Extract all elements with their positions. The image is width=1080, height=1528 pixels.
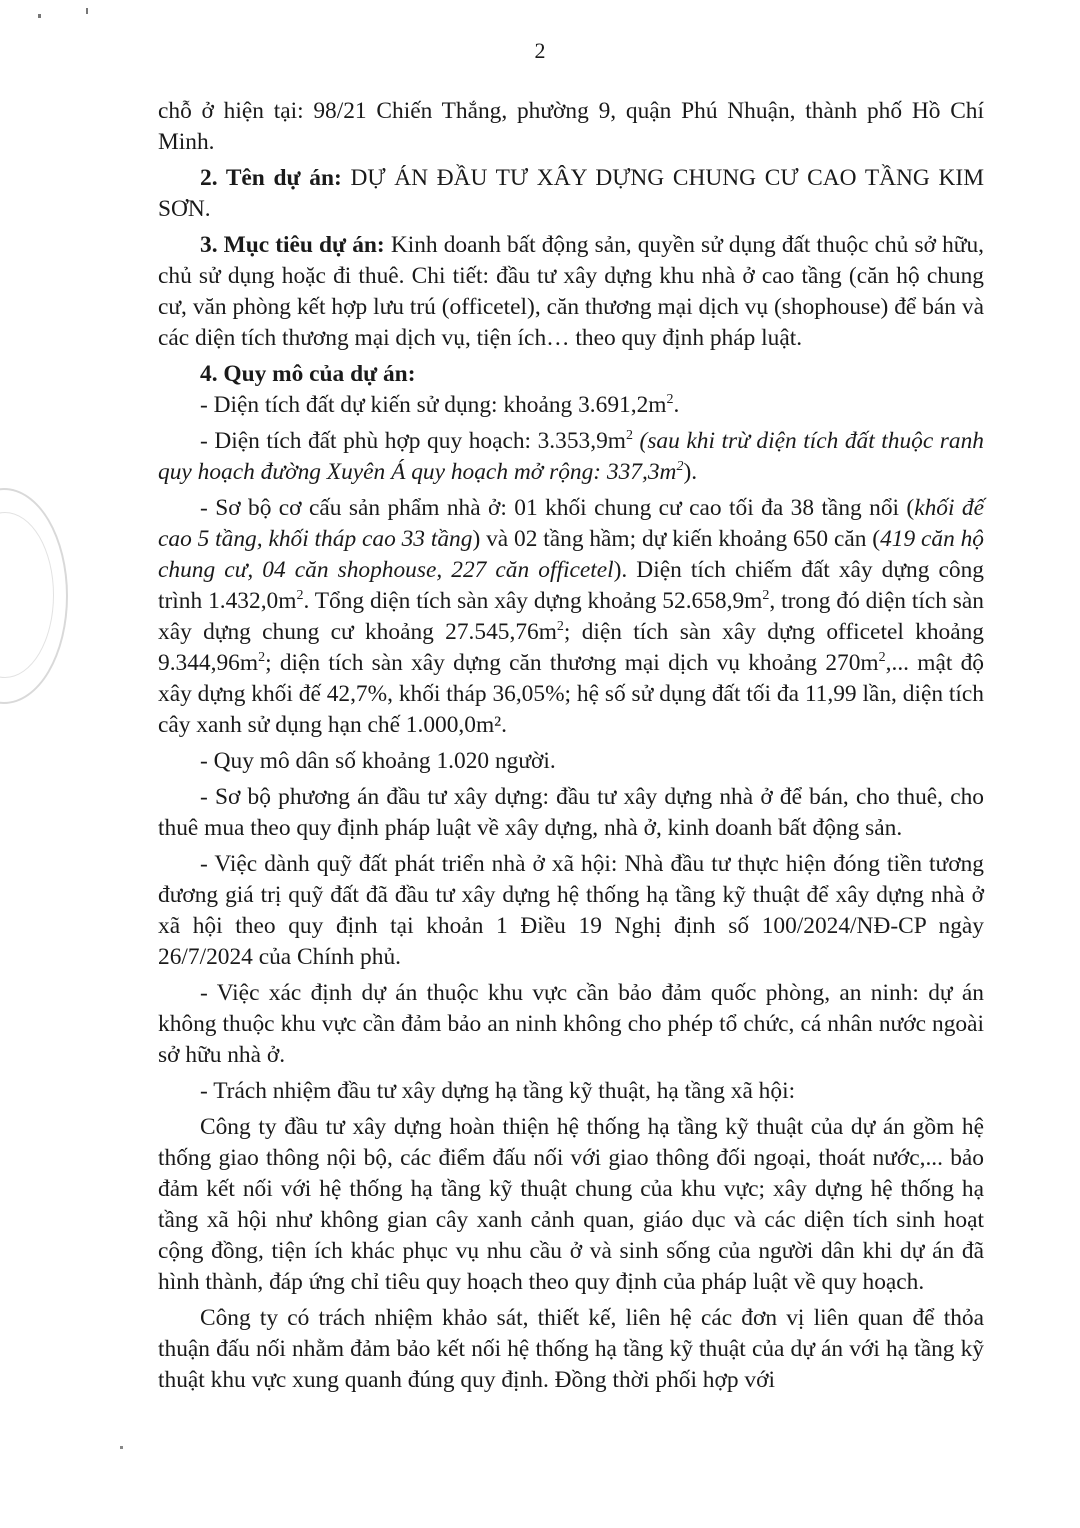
scan-speck (120, 1446, 123, 1449)
paragraph (158, 1112, 984, 1298)
bold-text: 3. Mục tiêu dự án: (200, 232, 385, 258)
text-run: - Việc dành quỹ đất phát triển nhà ở xã hội: Nhà đầu tư thực hiện đóng tiền tương đương giá trị quỹ đất đã đầu tư xây dựng hệ thống hạ tầng kỹ thuật để xây dựng nhà ở xã hội theo quy định tại khoản 1 Điều 19 Nghị định số 100/2024/NĐ-CP ngày 26/7/2024 của Chính phủ. (158, 851, 984, 970)
scan-speck (86, 8, 88, 14)
text-run: ; diện tích sàn xây dựng căn thương mại dịch vụ khoảng 270m (265, 650, 879, 676)
section-2-project-name (158, 163, 984, 225)
text-run: - Diện tích đất dự kiến sử dụng: khoảng 3.691,2m (200, 392, 667, 418)
text-run: ,... mật độ xây dựng khối đế 42,7%, khối tháp 36,05%; hệ số sử dụng đất tối đa 11,99 lần, diện tích cây xanh sử dụng hạn chế 1.000,0m². (158, 650, 984, 738)
italic-text: (sau khi trừ diện tích đất thuộc ranh quy hoạch đường Xuyên Á quy hoạch mở rộng: 337,3m (158, 428, 984, 485)
italic-text: khối đế cao 5 tầng, khối tháp cao 33 tầng (158, 495, 984, 552)
superscript: 2 (258, 650, 266, 666)
superscript: 2 (296, 588, 304, 604)
text-run: . (673, 392, 680, 418)
paragraph (158, 1303, 984, 1396)
text-run: ) và 02 tầng hầm; dự kiến khoảng 650 căn ( (472, 526, 881, 552)
text-run: ). (683, 459, 698, 485)
paragraph (158, 426, 984, 488)
text-run: chỗ ở hiện tại: 98/21 Chiến Thắng, phường 9, quận Phú Nhuận, thành phố Hồ Chí Minh. (158, 98, 984, 155)
text-run: DỰ ÁN ĐẦU TƯ XÂY DỰNG CHUNG CƯ CAO TẦNG KIM SƠN. (158, 165, 984, 222)
superscript: 2 (556, 619, 564, 635)
text-run: - Quy mô dân số khoảng 1.020 người. (200, 748, 556, 774)
italic-text: 419 căn hộ chung cư, 04 căn shophouse, 227 căn officetel (158, 526, 985, 583)
paragraph (158, 746, 984, 777)
paragraph (158, 782, 984, 844)
text-run: Công ty đầu tư xây dựng hoàn thiện hệ thống hạ tầng kỹ thuật của dự án gồm hệ thống giao thông nội bộ, các điểm đấu nối với giao thông đối ngoại, thoát nước,... bảo đảm kết nối với hệ thống hạ tầng kỹ thuật chung của khu vực; xây dựng hệ thống hạ tầng xã hội như không gian cây xanh cảnh quan, giáo dục và các diện tích sinh hoạt cộng đồng, tiện ích khác phục vụ nhu cầu ở và sinh sống của người dân khi dự án đã hình thành, đáp ứng chỉ tiêu quy hoạch theo quy định của pháp luật về quy hoạch. (158, 1114, 984, 1295)
paragraph (158, 96, 984, 158)
text-run: - Sơ bộ phương án đầu tư xây dựng: đầu tư xây dựng nhà ở để bán, cho thuê, cho thuê mua theo quy định pháp luật về xây dựng, nhà ở, kinh doanh bất động sản. (158, 784, 984, 841)
superscript: 2 (878, 650, 886, 666)
text-run: ). Diện tích chiếm đất xây dựng công trình 1.432,0m (158, 557, 984, 614)
text-run: - Diện tích đất phù hợp quy hoạch: 3.353,9m (200, 428, 626, 454)
superscript: 2 (762, 588, 770, 604)
document-body (158, 96, 984, 1396)
superscript: 2 (676, 459, 684, 475)
section-4-heading (158, 359, 984, 390)
text-run: - Sơ bộ cơ cấu sản phẩm nhà ở: 01 khối chung cư cao tối đa 38 tầng nổi ( (200, 495, 915, 521)
superscript: 2 (625, 428, 633, 444)
text-run: - Trách nhiệm đầu tư xây dựng hạ tầng kỹ thuật, hạ tầng xã hội: (200, 1078, 796, 1104)
bold-text: 2. Tên dự án: (200, 165, 342, 191)
text-run: Kinh doanh bất động sản, quyền sử dụng đất thuộc chủ sở hữu, chủ sử dụng hoặc đi thuê. Chi tiết: đầu tư xây dựng khu nhà ở cao tầng (căn hộ chung cư, văn phòng kết hợp lưu trú (officetel), căn thương mại dịch vụ (shophouse) để bán và các diện tích thương mại dịch vụ, tiện ích… theo quy định pháp luật. (158, 232, 984, 351)
text-run: Công ty có trách nhiệm khảo sát, thiết kế, liên hệ các đơn vị liên quan để thỏa thuận đấu nối nhằm đảm bảo kết nối hệ thống hạ tầng kỹ thuật của dự án với hạ tầng kỹ thuật khu vực xung quanh đúng quy định. Đồng thời phối hợp với (158, 1305, 984, 1393)
paragraph (158, 390, 984, 421)
paragraph (158, 1076, 984, 1107)
paragraph (158, 849, 984, 973)
text-run: ; diện tích sàn xây dựng officetel khoảng 9.344,96m (158, 619, 984, 676)
section-3-project-objective (158, 230, 984, 354)
paragraph (158, 978, 984, 1071)
superscript: 2 (666, 392, 674, 408)
text-run: . Tổng diện tích sàn xây dựng khoảng 52.658,9m (303, 588, 763, 614)
text-run: - Việc xác định dự án thuộc khu vực cần bảo đảm quốc phòng, an ninh: dự án không thuộc khu vực cần đảm bảo an ninh không cho phép tổ chức, cá nhân nước ngoài sở hữu nhà ở. (158, 980, 984, 1068)
text-run: , trong đó diện tích sàn xây dựng chung cư khoảng 27.545,76m (158, 588, 984, 645)
bold-text: 4. Quy mô của dự án: (200, 361, 416, 387)
paragraph (158, 493, 984, 741)
page-number: 2 (534, 38, 546, 63)
scan-speck (38, 14, 41, 18)
